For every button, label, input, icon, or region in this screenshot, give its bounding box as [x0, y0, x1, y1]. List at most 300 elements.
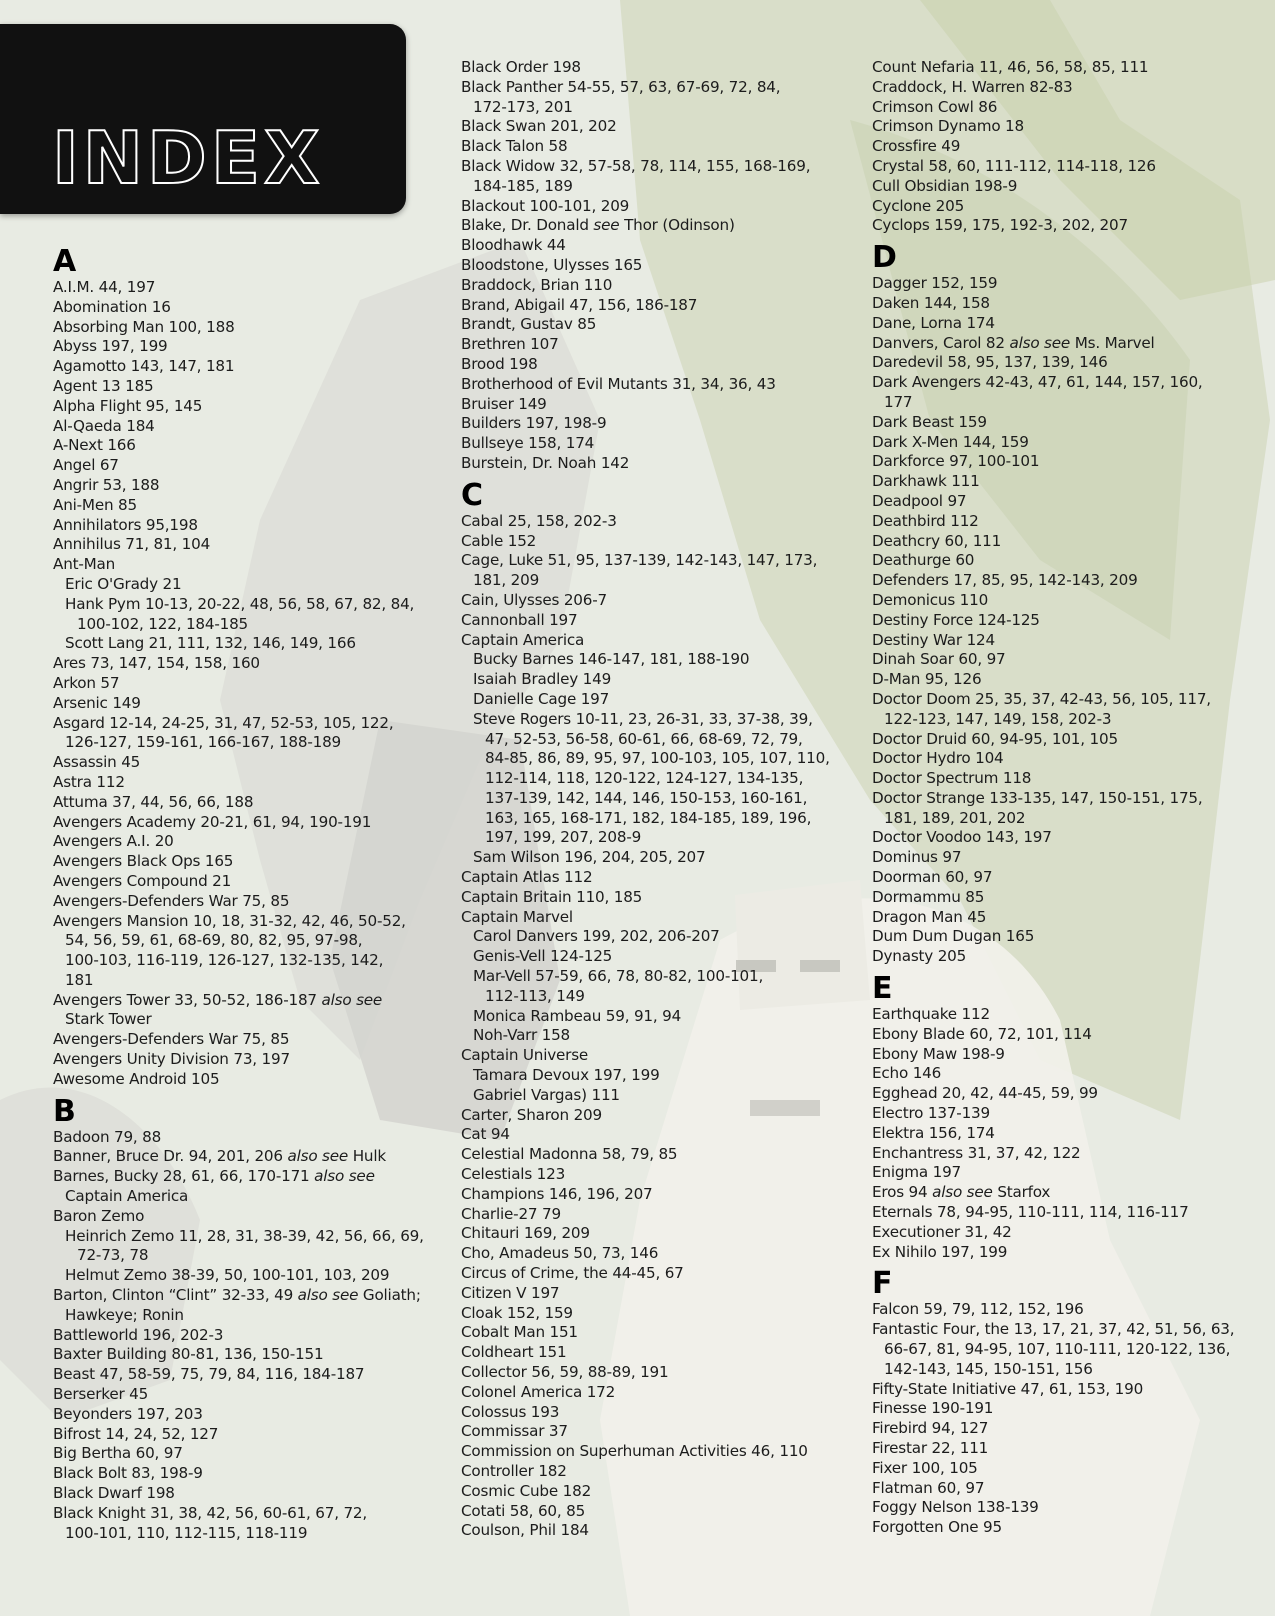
index-entry	[461, 117, 853, 137]
entry-text: Dark Avengers 42-43, 47, 61, 144, 157, 160,	[872, 373, 1203, 392]
entry-text: Coldheart 151	[461, 1343, 567, 1362]
index-entry	[461, 1422, 853, 1442]
entry-text: Attuma 37, 44, 56, 66, 188	[53, 792, 254, 811]
entry-text: Demonicus 110	[872, 590, 989, 609]
entry-text: Black Widow 32, 57-58, 78, 114, 155, 168-169,	[461, 156, 811, 175]
entry-text: A.I.M. 44, 197	[53, 278, 156, 296]
index-entry-continuation	[461, 789, 853, 809]
entry-text: Foggy Nelson 138-139	[872, 1498, 1039, 1517]
index-entry	[461, 1244, 853, 1264]
index-entry	[872, 868, 1264, 888]
cross-reference-label: see	[593, 216, 620, 235]
entry-text: Noh-Varr 158	[473, 1026, 571, 1045]
entry-text: Champions 146, 196, 207	[461, 1184, 653, 1203]
entry-text: Dragon Man 45	[872, 907, 987, 926]
entry-text: Egghead 20, 42, 44-45, 59, 99	[872, 1084, 1098, 1103]
entry-text: Executioner 31, 42	[872, 1222, 1012, 1241]
entry-text: Daredevil 58, 95, 137, 139, 146	[872, 353, 1108, 372]
index-entry	[53, 377, 433, 397]
entry-text: Finesse 190-191	[872, 1399, 994, 1418]
index-entry	[53, 1345, 433, 1365]
index-entry	[872, 157, 1264, 177]
index-entry	[872, 1104, 1264, 1124]
entry-text: Captain America	[461, 630, 585, 649]
entry-text: Avengers-Defenders War 75, 85	[53, 891, 290, 910]
index-subentry	[461, 947, 853, 967]
index-entry	[53, 1167, 433, 1187]
index-subentry	[461, 1066, 853, 1086]
index-entry	[461, 197, 853, 217]
entry-text: Bucky Barnes 146-147, 181, 188-190	[473, 650, 750, 669]
entry-text: Black Knight 31, 38, 42, 56, 60-61, 67, 72,	[53, 1503, 368, 1522]
index-entry	[872, 1419, 1264, 1439]
index-entry	[53, 892, 433, 912]
index-entry	[872, 1203, 1264, 1223]
index-entry	[872, 1005, 1264, 1025]
index-subentry	[53, 575, 433, 595]
index-entry	[461, 157, 853, 177]
index-subentry	[53, 634, 433, 654]
entry-text: Deathcry 60, 111	[872, 531, 1002, 550]
entry-text: Controller 182	[461, 1461, 567, 1480]
index-entry	[461, 1284, 853, 1304]
index-entry	[53, 1030, 433, 1050]
entry-text: Annihilators 95,198	[53, 515, 198, 534]
entry-text: Bruiser 149	[461, 394, 547, 413]
entry-text: Crossfire 49	[872, 137, 961, 156]
index-entry	[872, 947, 1264, 967]
index-entry	[461, 434, 853, 454]
index-entry-continuation	[53, 615, 433, 635]
entry-text: Cobalt Man 151	[461, 1323, 578, 1342]
entry-text: Berserker 45	[53, 1385, 149, 1404]
entry-text: Dynasty 205	[872, 947, 967, 966]
entry-text: Avengers Tower 33, 50-52, 186-187	[53, 990, 317, 1009]
entry-text: Cotati 58, 60, 85	[461, 1501, 586, 1520]
cross-reference-target: Thor (Odinson)	[624, 216, 735, 235]
entry-text: 66-67, 81, 94-95, 107, 110-111, 120-122, 136,	[884, 1340, 1231, 1359]
entry-text: Eric O'Grady 21	[65, 574, 182, 593]
index-entry	[53, 1207, 433, 1227]
entry-text: Mar-Vell 57-59, 66, 78, 80-82, 100-101,	[473, 967, 764, 986]
entry-text: 142-143, 145, 150-151, 156	[884, 1359, 1093, 1378]
index-entry	[461, 1145, 853, 1165]
entry-text: Colossus 193	[461, 1402, 560, 1421]
index-entry	[872, 690, 1264, 710]
entry-text: Brandt, Gustav 85	[461, 315, 597, 334]
index-entry	[53, 1385, 433, 1405]
index-entry	[53, 674, 433, 694]
entry-text: Ebony Blade 60, 72, 101, 114	[872, 1024, 1092, 1043]
index-entry	[872, 98, 1264, 118]
index-entry	[872, 216, 1264, 236]
index-entry	[461, 1264, 853, 1284]
entry-text: Hawkeye; Ronin	[65, 1305, 184, 1324]
entry-text: Cloak 152, 159	[461, 1303, 573, 1322]
index-entry	[53, 397, 433, 417]
cross-reference-target: Goliath;	[362, 1286, 421, 1305]
index-subentry	[461, 1007, 853, 1027]
entry-text: Avengers Unity Division 73, 197	[53, 1050, 290, 1069]
index-entry	[461, 1106, 853, 1126]
entry-text: Steve Rogers 10-11, 23, 26-31, 33, 37-38, 39,	[473, 709, 813, 728]
entry-text: 72-73, 78	[77, 1246, 149, 1265]
entry-text: Colonel America 172	[461, 1382, 616, 1401]
index-entry	[872, 551, 1264, 571]
index-subentry	[461, 848, 853, 868]
index-entry-continuation	[872, 1340, 1264, 1360]
index-entry	[872, 1479, 1264, 1499]
entry-text: Craddock, H. Warren 82-83	[872, 77, 1073, 96]
index-entry	[872, 1439, 1264, 1459]
index-entry	[872, 452, 1264, 472]
index-entry	[53, 476, 433, 496]
entry-text: Alpha Flight 95, 145	[53, 396, 203, 415]
entry-text: Blake, Dr. Donald	[461, 216, 589, 235]
entry-text: 100-101, 110, 112-115, 118-119	[65, 1523, 308, 1542]
entry-text: Big Bertha 60, 97	[53, 1444, 183, 1463]
entry-text: Darkforce 97, 100-101	[872, 452, 1040, 471]
index-entry	[872, 908, 1264, 928]
entry-text: Destiny War 124	[872, 630, 995, 649]
entry-text: Ani-Men 85	[53, 495, 137, 514]
entry-text: Chitauri 169, 209	[461, 1224, 590, 1243]
index-entry	[872, 1459, 1264, 1479]
entry-text: Cull Obsidian 198-9	[872, 176, 1018, 195]
index-entry	[872, 512, 1264, 532]
entry-text: 181, 189, 201, 202	[884, 808, 1026, 827]
index-subentry	[461, 967, 853, 987]
index-entry	[53, 793, 433, 813]
entry-text: Captain Atlas 112	[461, 868, 593, 887]
index-subentry	[461, 1026, 853, 1046]
index-entry	[872, 591, 1264, 611]
entry-text: Dark X-Men 144, 159	[872, 432, 1029, 451]
entry-text: Beyonders 197, 203	[53, 1404, 203, 1423]
index-entry	[53, 535, 433, 555]
entry-text: Fantastic Four, the 13, 17, 21, 37, 42, 51, 56, 63,	[872, 1320, 1235, 1339]
entry-text: Echo 146	[872, 1064, 942, 1083]
index-entry	[872, 1124, 1264, 1144]
index-entry	[461, 335, 853, 355]
index-entry	[872, 670, 1264, 690]
index-subentry	[53, 595, 433, 615]
entry-text: Al-Qaeda 184	[53, 416, 155, 435]
entry-text: Avengers Mansion 10, 18, 31-32, 42, 46, 50-52,	[53, 911, 406, 930]
index-entry	[53, 654, 433, 674]
entry-text: Dane, Lorna 174	[872, 313, 995, 332]
index-entry-continuation	[872, 1360, 1264, 1380]
index-entry	[53, 872, 433, 892]
index-subentry	[53, 1266, 433, 1286]
index-entry	[872, 314, 1264, 334]
entry-text: 84-85, 86, 89, 95, 97, 100-103, 105, 107, 110,	[485, 749, 830, 768]
entry-text: Baron Zemo	[53, 1206, 145, 1225]
index-subentry	[461, 690, 853, 710]
index-entry	[872, 1025, 1264, 1045]
entry-text: Angrir 53, 188	[53, 475, 160, 494]
index-entry	[872, 848, 1264, 868]
index-entry	[872, 1243, 1264, 1263]
index-entry	[872, 1163, 1264, 1183]
cross-reference-label: also see	[297, 1286, 359, 1305]
index-subentry	[53, 1227, 433, 1247]
entry-text: Flatman 60, 97	[872, 1478, 985, 1497]
index-entry	[461, 1304, 853, 1324]
index-entry	[53, 1128, 433, 1148]
index-entry	[461, 58, 853, 78]
index-entry	[461, 631, 853, 651]
entry-text: Fifty-State Initiative 47, 61, 153, 190	[872, 1379, 1144, 1398]
index-entry	[872, 769, 1264, 789]
index-entry-continuation	[461, 809, 853, 829]
index-entry	[53, 1365, 433, 1385]
entry-text: Bloodstone, Ulysses 165	[461, 255, 643, 274]
index-entry	[461, 551, 853, 571]
index-entry	[53, 456, 433, 476]
index-entry	[872, 927, 1264, 947]
index-entry	[872, 1498, 1264, 1518]
cross-reference-label: also see	[287, 1147, 349, 1166]
index-entry	[461, 375, 853, 395]
entry-text: Cyclops 159, 175, 192-3, 202, 207	[872, 216, 1128, 235]
index-entry	[53, 773, 433, 793]
entry-text: Banner, Bruce Dr. 94, 201, 206	[53, 1147, 283, 1166]
entry-text: Black Order 198	[461, 58, 581, 76]
entry-text: Helmut Zemo 38-39, 50, 100-101, 103, 209	[65, 1266, 390, 1285]
entry-text: Collector 56, 59, 88-89, 191	[461, 1363, 669, 1381]
cross-reference-label: also see	[321, 990, 383, 1009]
entry-text: Doorman 60, 97	[872, 868, 993, 887]
index-entry	[872, 492, 1264, 512]
index-entry	[461, 296, 853, 316]
entry-text: Doctor Hydro 104	[872, 749, 1004, 768]
entry-text: Crystal 58, 60, 111-112, 114-118, 126	[872, 156, 1156, 175]
index-entry-continuation	[461, 987, 853, 1007]
entry-text: Charlie-27 79	[461, 1204, 561, 1223]
index-entry	[872, 1518, 1264, 1538]
entry-text: Brethren 107	[461, 335, 559, 354]
entry-text: Burstein, Dr. Noah 142	[461, 453, 630, 472]
entry-text: Forgotten One 95	[872, 1518, 1002, 1537]
entry-text: Fixer 100, 105	[872, 1458, 978, 1477]
entry-text: 177	[884, 392, 913, 411]
index-entry	[461, 1502, 853, 1522]
entry-text: Barton, Clinton “Clint” 32-33, 49	[53, 1286, 294, 1305]
entry-text: Builders 197, 198-9	[461, 414, 607, 433]
index-entry-continuation	[53, 1187, 433, 1207]
index-entry	[53, 278, 433, 298]
entry-text: 112-113, 149	[485, 986, 585, 1005]
entry-text: Braddock, Brian 110	[461, 275, 613, 294]
entry-text: Black Panther 54-55, 57, 63, 67-69, 72, 84,	[461, 77, 781, 96]
index-entry	[872, 1144, 1264, 1164]
entry-text: 54, 56, 59, 61, 68-69, 80, 82, 95, 97-98,	[65, 931, 363, 950]
index-entry-continuation	[461, 571, 853, 591]
entry-text: Captain Marvel	[461, 907, 573, 926]
index-entry	[872, 1300, 1264, 1320]
entry-text: Doctor Strange 133-135, 147, 150-151, 175,	[872, 788, 1203, 807]
entry-text: Sam Wilson 196, 204, 205, 207	[473, 848, 706, 867]
entry-text: Awesome Android 105	[53, 1069, 220, 1088]
entry-text: Captain Britain 110, 185	[461, 887, 643, 906]
cross-reference-label: also see	[314, 1167, 375, 1186]
entry-text: Agamotto 143, 147, 181	[53, 357, 235, 376]
entry-text: Cyclone 205	[872, 196, 965, 215]
entry-text: Dum Dum Dugan 165	[872, 927, 1035, 946]
index-entry	[872, 197, 1264, 217]
entry-text: Electro 137-139	[872, 1104, 990, 1123]
index-entry	[872, 789, 1264, 809]
entry-text: Monica Rambeau 59, 91, 94	[473, 1006, 682, 1025]
entry-text: Doctor Doom 25, 35, 37, 42-43, 56, 105, 117,	[872, 689, 1211, 708]
entry-text: Carol Danvers 199, 202, 206-207	[473, 927, 720, 946]
cross-reference-target: Starfox	[997, 1183, 1051, 1202]
index-entry	[872, 1045, 1264, 1065]
entry-text: Astra 112	[53, 772, 125, 791]
index-entry	[461, 1462, 853, 1482]
index-entry	[872, 58, 1264, 78]
index-entry	[53, 1464, 433, 1484]
entry-text: Beast 47, 58-59, 75, 79, 84, 116, 184-187	[53, 1365, 365, 1384]
entry-text: Doctor Voodoo 143, 197	[872, 828, 1052, 847]
index-entry	[461, 1185, 853, 1205]
entry-text: Abomination 16	[53, 297, 171, 316]
entry-text: 126-127, 159-161, 166-167, 188-189	[65, 733, 341, 752]
index-entry	[53, 1326, 433, 1346]
entry-text: D-Man 95, 126	[872, 670, 982, 689]
entry-text: Avengers Academy 20-21, 61, 94, 190-191	[53, 812, 372, 831]
index-entry	[53, 337, 433, 357]
index-entry	[872, 137, 1264, 157]
cross-reference-target: Hulk	[352, 1147, 386, 1166]
entry-text: Black Talon 58	[461, 137, 568, 156]
entry-text: Coulson, Phil 184	[461, 1521, 589, 1540]
index-entry	[53, 516, 433, 536]
index-entry	[461, 1383, 853, 1403]
entry-text: Scott Lang 21, 111, 132, 146, 149, 166	[65, 634, 356, 653]
index-entry	[53, 1444, 433, 1464]
section-letter: C	[461, 477, 484, 513]
index-entry	[53, 1504, 433, 1524]
index-entry	[53, 318, 433, 338]
index-entry	[53, 753, 433, 773]
index-entry-continuation	[53, 1246, 433, 1266]
index-entry	[461, 395, 853, 415]
entry-text: Badoon 79, 88	[53, 1127, 162, 1146]
index-entry-continuation	[53, 951, 433, 971]
index-entry-continuation	[53, 1010, 433, 1030]
index-entry	[872, 334, 1264, 354]
index-entry	[872, 1183, 1264, 1203]
cross-reference-label: also see	[1009, 333, 1071, 352]
entry-text: 47, 52-53, 56-58, 60-61, 66, 68-69, 72, 79,	[485, 729, 803, 748]
index-entry	[461, 137, 853, 157]
index-entry	[53, 1484, 433, 1504]
entry-text: Assassin 45	[53, 753, 141, 772]
entry-text: Captain America	[65, 1187, 189, 1206]
index-subentry	[461, 1086, 853, 1106]
entry-text: Heinrich Zemo 11, 28, 31, 38-39, 42, 56, 66, 69,	[65, 1226, 424, 1245]
index-entry-continuation	[872, 809, 1264, 829]
entry-text: Captain Universe	[461, 1046, 589, 1065]
index-entry	[461, 1363, 853, 1383]
index-entry	[53, 991, 433, 1011]
index-entry	[872, 1320, 1264, 1340]
entry-text: Black Bolt 83, 198-9	[53, 1464, 203, 1483]
index-entry	[461, 1403, 853, 1423]
index-entry	[53, 1425, 433, 1445]
index-entry	[461, 908, 853, 928]
entry-text: Bifrost 14, 24, 52, 127	[53, 1424, 219, 1443]
index-entry	[461, 888, 853, 908]
entry-text: Doctor Druid 60, 94-95, 101, 105	[872, 729, 1118, 748]
index-entry	[872, 1399, 1264, 1419]
cross-reference-target: Ms. Marvel	[1074, 333, 1155, 352]
index-entry	[53, 1147, 433, 1167]
index-entry	[461, 256, 853, 276]
index-entry	[872, 413, 1264, 433]
index-entry-continuation	[461, 177, 853, 197]
entry-text: Avengers Black Ops 165	[53, 852, 234, 871]
index-entry	[53, 1286, 433, 1306]
index-entry	[461, 512, 853, 532]
index-entry-continuation	[461, 730, 853, 750]
entry-text: Bloodhawk 44	[461, 236, 566, 255]
index-entry	[872, 730, 1264, 750]
index-entry	[461, 868, 853, 888]
index-entry	[872, 888, 1264, 908]
entry-text: Crimson Cowl 86	[872, 97, 998, 116]
entry-text: 112-114, 118, 120-122, 124-127, 134-135,	[485, 769, 804, 788]
entry-text: Cannonball 197	[461, 610, 578, 629]
index-entry	[872, 532, 1264, 552]
cross-reference-label: also see	[932, 1183, 993, 1202]
entry-text: Celestials 123	[461, 1165, 566, 1184]
section-letter: D	[872, 240, 897, 276]
index-entry	[461, 78, 853, 98]
entry-text: Falcon 59, 79, 112, 152, 196	[872, 1300, 1084, 1319]
entry-text: Cho, Amadeus 50, 73, 146	[461, 1244, 659, 1263]
index-entry	[872, 631, 1264, 651]
index-column-1	[53, 58, 433, 1543]
index-entry	[872, 274, 1264, 294]
index-entry	[53, 357, 433, 377]
entry-text: Stark Tower	[65, 1010, 152, 1029]
entry-text: Destiny Force 124-125	[872, 610, 1040, 629]
index-entry	[53, 714, 433, 734]
index-entry	[461, 611, 853, 631]
index-subentry	[461, 650, 853, 670]
entry-text: Angel 67	[53, 456, 119, 475]
entry-text: Daken 144, 158	[872, 293, 990, 312]
entry-text: Circus of Crime, the 44-45, 67	[461, 1264, 684, 1283]
index-entry	[53, 298, 433, 318]
entry-text: Earthquake 112	[872, 1005, 990, 1024]
entry-text: Commissar 37	[461, 1422, 568, 1441]
entry-text: Cabal 25, 158, 202-3	[461, 511, 617, 530]
entry-text: 172-173, 201	[473, 97, 573, 116]
entry-text: Eros 94	[872, 1183, 928, 1202]
entry-text: Black Swan 201, 202	[461, 117, 617, 136]
index-entry	[461, 276, 853, 296]
index-entry	[53, 852, 433, 872]
index-entry	[53, 1050, 433, 1070]
index-entry	[461, 1343, 853, 1363]
index-entry	[872, 1223, 1264, 1243]
index-entry	[53, 436, 433, 456]
entry-text: Count Nefaria 11, 46, 56, 58, 85, 111	[872, 58, 1149, 76]
